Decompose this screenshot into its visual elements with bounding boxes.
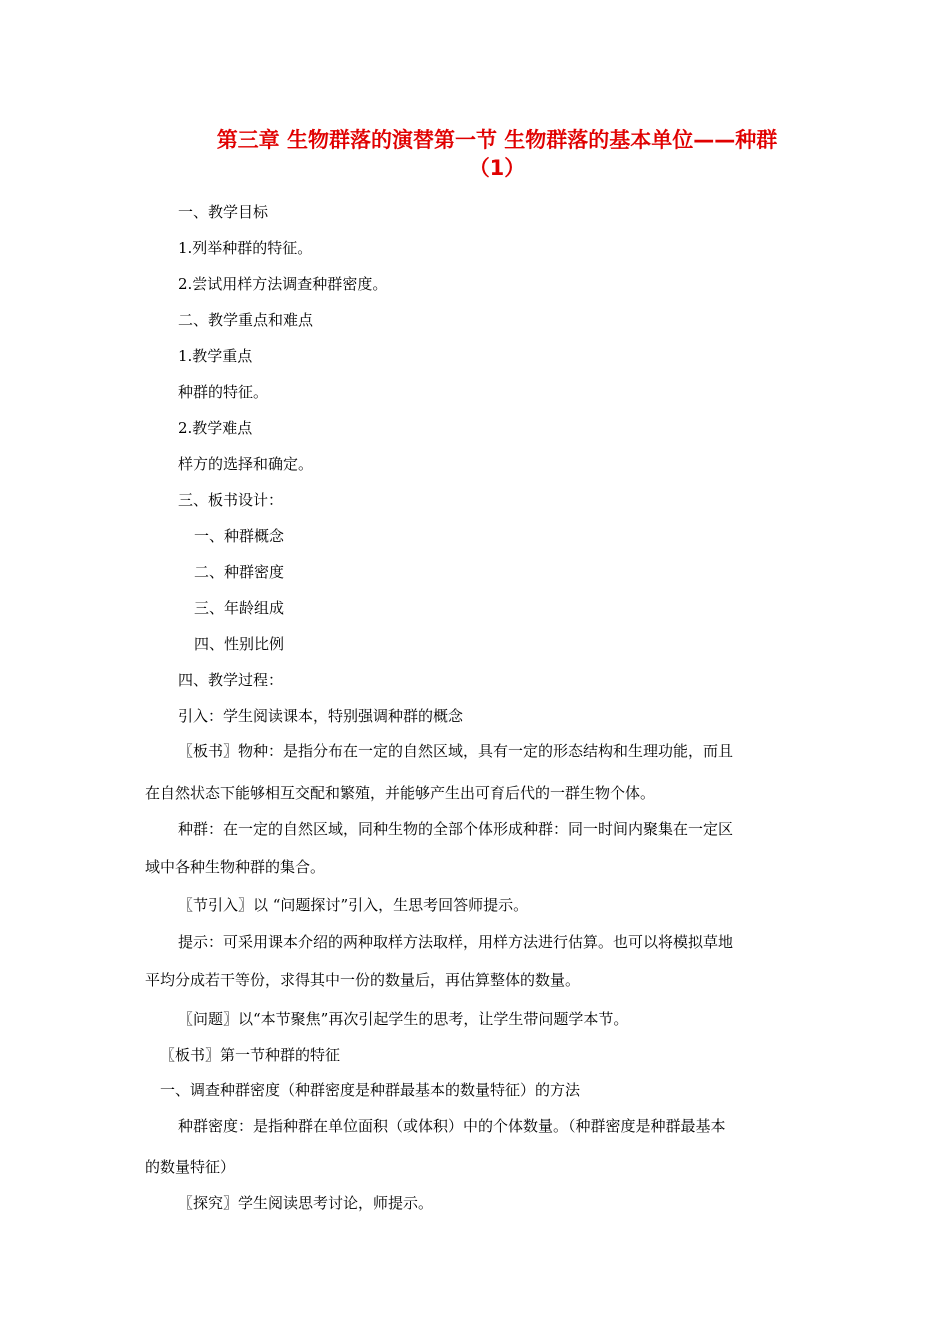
paragraph: 〖节引入〗以 “问题探讨”引入，生思考回答师提示。 <box>178 896 529 914</box>
section-heading: 四、教学过程： <box>178 671 284 689</box>
paragraph-continuation: 平均分成若干等份，求得其中一份的数量后，再估算整体的数量。 <box>145 971 581 989</box>
list-item: 2.尝试用样方法调查种群密度。 <box>178 275 388 293</box>
section-heading: 一、教学目标 <box>178 203 269 221</box>
paragraph: 〖探究〗学生阅读思考讨论，师提示。 <box>178 1194 434 1212</box>
outline-item: 三、年龄组成 <box>194 599 285 617</box>
paragraph: 种群的特征。 <box>178 383 269 401</box>
subheading: 1.教学重点 <box>178 347 253 365</box>
subheading: 2.教学难点 <box>178 419 253 437</box>
paragraph-continuation: 域中各种生物种群的集合。 <box>145 858 326 876</box>
section-heading: 二、教学重点和难点 <box>178 311 314 329</box>
paragraph: 种群：在一定的自然区域，同种生物的全部个体形成种群：同一时间内聚集在一定区 <box>178 820 734 838</box>
section-heading: 三、板书设计： <box>178 491 284 509</box>
paragraph: 〖板书〗第一节种群的特征 <box>160 1046 341 1064</box>
outline-item: 一、种群概念 <box>194 527 285 545</box>
paragraph-continuation: 在自然状态下能够相互交配和繁殖，并能够产生出可育后代的一群生物个体。 <box>145 784 656 802</box>
section-heading: 一、调查种群密度（种群密度是种群最基本的数量特征）的方法 <box>160 1081 581 1099</box>
paragraph: 引入：学生阅读课本，特别强调种群的概念 <box>178 707 464 725</box>
paragraph-continuation: 的数量特征） <box>145 1158 236 1176</box>
paragraph: 样方的选择和确定。 <box>178 455 314 473</box>
paragraph: 种群密度：是指种群在单位面积（或体积）中的个体数量。（种群密度是种群最基本 <box>178 1117 726 1135</box>
paragraph: 〖板书〗物种：是指分布在一定的自然区域，具有一定的形态结构和生理功能，而且 <box>178 742 734 760</box>
paragraph: 〖问题〗以“本节聚焦”再次引起学生的思考，让学生带问题学本节。 <box>178 1010 629 1028</box>
paragraph: 提示：可采用课本介绍的两种取样方法取样，用样方法进行估算。也可以将模拟草地 <box>178 933 734 951</box>
document-title-part: （1） <box>468 156 526 180</box>
outline-item: 二、种群密度 <box>194 563 285 581</box>
outline-item: 四、性别比例 <box>194 635 285 653</box>
list-item: 1.列举种群的特征。 <box>178 239 313 257</box>
document-title: 第三章 生物群落的演替第一节 生物群落的基本单位——种群 <box>216 128 778 152</box>
